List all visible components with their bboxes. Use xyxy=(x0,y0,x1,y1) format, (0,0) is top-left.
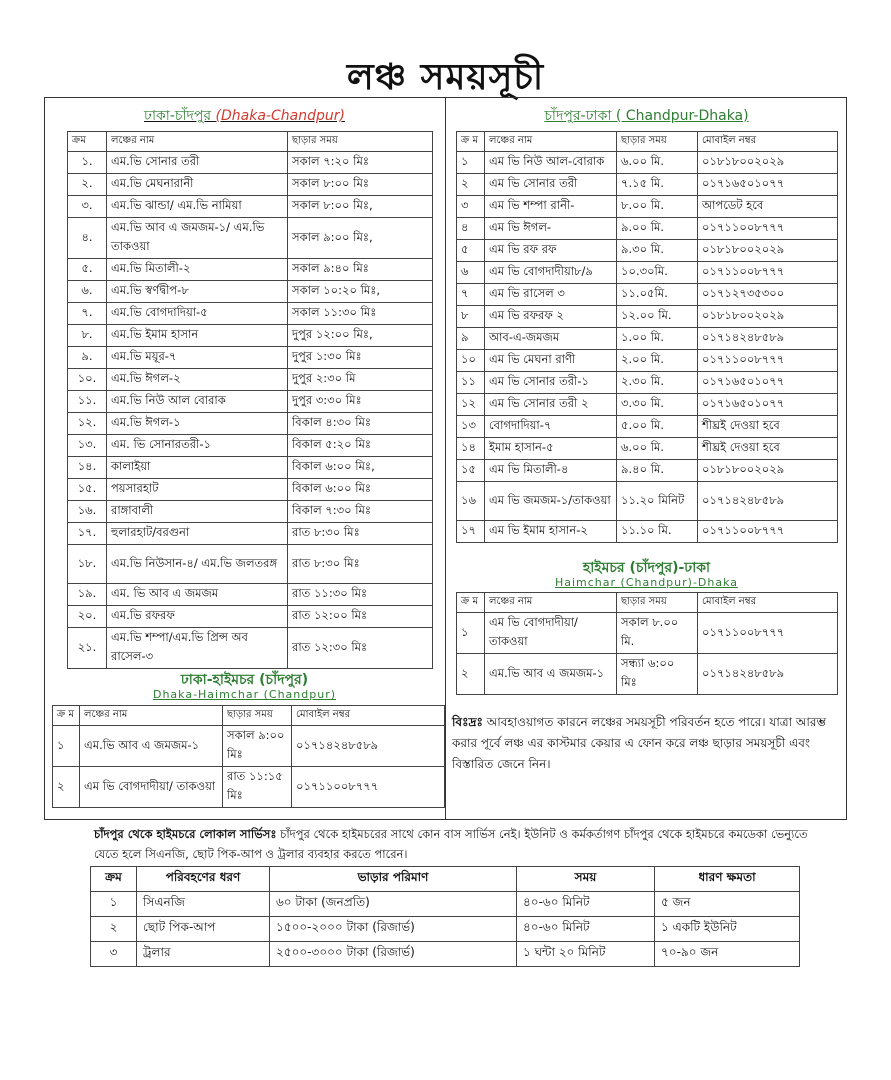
table-row xyxy=(68,196,433,218)
haimchar-dhaka-heading: হাইমচর (চাঁদপুর)-ঢাকা xyxy=(582,560,711,576)
table-cell: এম.ভি আব এ জমজম-১/ এম.ভি তাকওয়া xyxy=(107,218,288,259)
table-cell: ১০. xyxy=(68,369,107,391)
table-cell: এম ভি ইমাম হাসান-২ xyxy=(485,521,617,543)
dhaka-haimchar-subheading: Dhaka-Haimchar (Chandpur) xyxy=(152,688,337,701)
table-cell: এম ভি জমজম-১/তাকওয়া xyxy=(485,482,617,521)
table-cell: দুপুর ৩:৩০ মিঃ xyxy=(288,391,433,413)
table-cell: ৫ জন xyxy=(655,892,800,917)
table-cell: এম ভি রফরফ ২ xyxy=(485,306,617,328)
table-cell: ৪০-৬০ মিনিট xyxy=(517,892,655,917)
table-cell: ৫ xyxy=(457,240,485,262)
table-cell: ০১৭১৪২৪৮৫৮৯ xyxy=(698,482,838,521)
dhaka-haimchar-table xyxy=(52,705,445,808)
table-cell: এম.ভি রফরফ xyxy=(107,606,288,628)
table-cell: ০১৭১৪২৪৮৫৮৯ xyxy=(292,726,445,767)
column-header: ক্র ম xyxy=(53,706,80,726)
table-cell: ০১৭১২৭৩৫৩০০ xyxy=(698,284,838,306)
table-cell: ১১.০৫মি. xyxy=(617,284,698,306)
table-cell: ১৪ xyxy=(457,438,485,460)
table-row xyxy=(68,152,433,174)
table-cell: সকাল ৮:০০ মিঃ, xyxy=(288,196,433,218)
dhaka-chandpur-heading xyxy=(44,104,445,128)
table-cell: বিকাল ৭:৩০ মিঃ xyxy=(288,501,433,523)
table-row xyxy=(68,259,433,281)
table-cell: ১৮. xyxy=(68,545,107,584)
table-cell: এম.ভি নিউসান-৪/ এম.ভি জলতরঙ্গ xyxy=(107,545,288,584)
table-cell: বিকাল ৬:০০ মিঃ xyxy=(288,479,433,501)
table-cell: ২১. xyxy=(68,628,107,669)
table-row xyxy=(68,584,433,606)
table-row xyxy=(68,606,433,628)
table-row xyxy=(68,303,433,325)
column-header: ক্রম xyxy=(91,867,137,892)
table-cell: বিকাল ৪:৩০ মিঃ xyxy=(288,413,433,435)
table-cell: ৯.০০ মি. xyxy=(617,218,698,240)
table-cell: ০১৮১৮০০২০২৯ xyxy=(698,460,838,482)
table-cell: ৭. xyxy=(68,303,107,325)
table-header-row xyxy=(91,867,800,892)
table-cell: ১.০০ মি. xyxy=(617,328,698,350)
column-header: মোবাইল নম্বর xyxy=(698,132,838,152)
table-row xyxy=(68,501,433,523)
table-cell: ৯. xyxy=(68,347,107,369)
table-cell: ৭.১৫ মি. xyxy=(617,174,698,196)
column-header: লঞ্চের নাম xyxy=(80,706,223,726)
table-cell: ০১৭১৬৫০১০৭৭ xyxy=(698,372,838,394)
table-cell: এম.ভি আব এ জমজম-১ xyxy=(80,726,223,767)
table-cell: এম.ভি মেঘনারানী xyxy=(107,174,288,196)
table-cell: ৪০-৬০ মিনিট xyxy=(517,917,655,942)
table-row xyxy=(457,482,838,521)
table-cell: এম ভি মিতালী-৪ xyxy=(485,460,617,482)
table-cell: ৩ xyxy=(91,942,137,967)
table-cell: ২ xyxy=(53,767,80,808)
column-header: লঞ্চের নাম xyxy=(107,132,288,152)
table-cell: এম ভি সোনার তরী ২ xyxy=(485,394,617,416)
table-row xyxy=(68,369,433,391)
table-cell: ২ xyxy=(457,174,485,196)
table-cell: ইমাম হাসান-৫ xyxy=(485,438,617,460)
note-text xyxy=(452,712,840,775)
table-cell: এম.ভি ইমাম হাসান xyxy=(107,325,288,347)
table-cell: ৩. xyxy=(68,196,107,218)
table-cell: ১৭ xyxy=(457,521,485,543)
table-cell: ২০. xyxy=(68,606,107,628)
table-cell: ১৯. xyxy=(68,584,107,606)
chandpur-dhaka-table xyxy=(456,131,838,543)
table-cell: এম.ভি সোনার তরী xyxy=(107,152,288,174)
table-cell: ২ xyxy=(457,654,485,695)
table-row xyxy=(457,174,838,196)
table-row xyxy=(68,281,433,303)
table-cell: এম ভি সোনার তরী-১ xyxy=(485,372,617,394)
table-row xyxy=(68,413,433,435)
table-cell: সকাল ৮:০০ মিঃ xyxy=(288,174,433,196)
table-cell: ১ xyxy=(457,613,485,654)
column-header: মোবাইল নম্বর xyxy=(292,706,445,726)
table-cell: এম.ভি শম্পা/এম.ভি প্রিন্স অব রাসেল-৩ xyxy=(107,628,288,669)
chandpur-dhaka-heading xyxy=(446,104,847,128)
table-cell: সকাল ৭:২০ মিঃ xyxy=(288,152,433,174)
transport-table xyxy=(90,866,800,967)
chandpur-dhaka-heading-en: ( Chandpur-Dhaka) xyxy=(615,108,749,124)
table-cell: ৩.৩০ মি. xyxy=(617,394,698,416)
table-row xyxy=(68,218,433,259)
table-cell: এম ভি ঈগল- xyxy=(485,218,617,240)
table-cell: এম ভি বোগদাদীয়া/তাকওয়া xyxy=(485,613,617,654)
table-cell: ৭০-৯০ জন xyxy=(655,942,800,967)
table-row xyxy=(68,435,433,457)
table-row xyxy=(457,328,838,350)
table-row xyxy=(68,391,433,413)
table-cell: ১২.০০ মি. xyxy=(617,306,698,328)
table-cell: ১ ঘন্টা ২০ মিনিট xyxy=(517,942,655,967)
table-cell: এম.ভি বোগদাদিয়া-৫ xyxy=(107,303,288,325)
table-cell: ১৩ xyxy=(457,416,485,438)
table-cell: ৩ xyxy=(457,196,485,218)
table-row xyxy=(91,892,800,917)
table-cell: এম ভি শম্পা রানী- xyxy=(485,196,617,218)
table-row xyxy=(91,942,800,967)
table-cell: ১২. xyxy=(68,413,107,435)
table-cell: এম ভি নিউ আল-বোরাক xyxy=(485,152,617,174)
column-header: ক্র ম xyxy=(457,593,485,613)
table-cell: ০১৭১৪২৪৮৫৮৯ xyxy=(698,328,838,350)
column-header: ক্র ম xyxy=(457,132,485,152)
table-row xyxy=(457,654,838,695)
table-cell: ০১৭১১০০৮৭৭৭ xyxy=(698,613,838,654)
table-cell: এম.ভি ঈগল-১ xyxy=(107,413,288,435)
table-row xyxy=(68,174,433,196)
table-cell: পয়সারহাট xyxy=(107,479,288,501)
dhaka-chandpur-heading-bn: ঢাকা-চাঁদপুর xyxy=(144,108,212,124)
table-cell: ১৪. xyxy=(68,457,107,479)
table-row xyxy=(457,350,838,372)
table-cell: ৬.০০ মি. xyxy=(617,438,698,460)
table-row xyxy=(91,917,800,942)
table-cell: ৬০ টাকা (জনপ্রতি) xyxy=(270,892,517,917)
table-cell: এম ভি সোনার তরী xyxy=(485,174,617,196)
table-cell: ০১৮১৮০০২০২৯ xyxy=(698,152,838,174)
table-cell: রাত ১১:১৫ মিঃ xyxy=(223,767,292,808)
local-service-text xyxy=(94,824,824,864)
column-header: ছাড়ার সময় xyxy=(617,132,698,152)
table-cell: এম.ভি ময়ূর-৭ xyxy=(107,347,288,369)
table-row xyxy=(68,457,433,479)
local-service-label: চাঁদপুর থেকে হাইমচরে লোকাল সার্ভিসঃ xyxy=(94,827,277,841)
table-cell: শীঘ্রই দেওয়া হবে xyxy=(698,416,838,438)
table-cell: ০১৭১১০০৮৭৭৭ xyxy=(698,350,838,372)
table-header-row xyxy=(68,132,433,152)
table-cell: ৬ xyxy=(457,262,485,284)
table-cell: এম ভি রাসেল ৩ xyxy=(485,284,617,306)
table-cell: রাত ৮:৩০ মিঃ xyxy=(288,545,433,584)
table-cell: ১৭. xyxy=(68,523,107,545)
haimchar-dhaka-subheading: Haimchar (Chandpur)-Dhaka xyxy=(554,576,739,589)
table-cell: ৯.৪০ মি. xyxy=(617,460,698,482)
column-header: ভাড়ার পরিমাণ xyxy=(270,867,517,892)
column-header: পরিবহণের ধরণ xyxy=(137,867,270,892)
table-cell: ০১৭১১০০৮৭৭৭ xyxy=(698,262,838,284)
table-cell: ০১৭১৬৫০১০৭৭ xyxy=(698,174,838,196)
column-header: ছাড়ার সময় xyxy=(617,593,698,613)
column-header: ধারণ ক্ষমতা xyxy=(655,867,800,892)
dhaka-chandpur-table xyxy=(67,131,433,669)
table-row xyxy=(457,284,838,306)
table-row xyxy=(457,152,838,174)
table-cell: রাত ১২:৩০ মিঃ xyxy=(288,628,433,669)
table-header-row xyxy=(53,706,445,726)
table-cell: সকাল ৮.০০ মি. xyxy=(617,613,698,654)
table-row xyxy=(457,218,838,240)
column-header: ক্রম xyxy=(68,132,107,152)
table-cell: ৭ xyxy=(457,284,485,306)
table-cell: এম.ভি আব এ জমজম-১ xyxy=(485,654,617,695)
table-cell: ২.৩০ মি. xyxy=(617,372,698,394)
table-row xyxy=(457,262,838,284)
table-cell: সিএনজি xyxy=(137,892,270,917)
table-row xyxy=(68,523,433,545)
table-row xyxy=(457,306,838,328)
table-row xyxy=(457,240,838,262)
table-cell: ৯.৩০ মি. xyxy=(617,240,698,262)
table-cell: ১৬ xyxy=(457,482,485,521)
table-row xyxy=(457,196,838,218)
table-cell: এম.ভি স্বর্ণদ্বীপ-৮ xyxy=(107,281,288,303)
column-divider xyxy=(445,97,446,820)
column-header: লঞ্চের নাম xyxy=(485,593,617,613)
table-cell: বিকাল ৫:২০ মিঃ xyxy=(288,435,433,457)
table-cell: ৯ xyxy=(457,328,485,350)
table-header-row xyxy=(457,593,838,613)
table-cell: ৬.০০ মি. xyxy=(617,152,698,174)
table-cell: ৪. xyxy=(68,218,107,259)
table-cell: সকাল ৯:০০ মিঃ xyxy=(223,726,292,767)
table-cell: রাত ১১:৩০ মিঃ xyxy=(288,584,433,606)
table-row xyxy=(68,347,433,369)
table-cell: ৬. xyxy=(68,281,107,303)
table-row xyxy=(68,325,433,347)
column-header: লঞ্চের নাম xyxy=(485,132,617,152)
table-cell: এম.ভি ঝান্ডা/ এম.ভি নামিয়া xyxy=(107,196,288,218)
table-cell: কালাইয়া xyxy=(107,457,288,479)
page-title: লঞ্চ সময়সূচী xyxy=(346,57,545,98)
table-row xyxy=(457,460,838,482)
column-header: ছাড়ার সময় xyxy=(223,706,292,726)
table-cell: ১ xyxy=(53,726,80,767)
table-cell: ১০ xyxy=(457,350,485,372)
note-label: বিঃদ্রঃ xyxy=(452,715,483,729)
table-cell: ০১৭১১০০৮৭৭৭ xyxy=(698,521,838,543)
table-cell: ০১৭১৬৫০১০৭৭ xyxy=(698,394,838,416)
table-cell: এম. ভি সোনারতরী-১ xyxy=(107,435,288,457)
table-cell: ১ xyxy=(457,152,485,174)
table-cell: ১. xyxy=(68,152,107,174)
table-cell: ০১৮১৮০০২০২৯ xyxy=(698,240,838,262)
dhaka-chandpur-heading-en: (Dhaka-Chandpur) xyxy=(215,108,345,124)
table-cell: এম ভি মেঘনা রাণী xyxy=(485,350,617,372)
table-cell: হুলারহাট/বরগুনা xyxy=(107,523,288,545)
table-row xyxy=(457,372,838,394)
table-row xyxy=(457,394,838,416)
table-header-row xyxy=(457,132,838,152)
table-cell: রাত ৮:৩০ মিঃ xyxy=(288,523,433,545)
table-cell: এম.ভি নিউ আল বোরাক xyxy=(107,391,288,413)
note-body: আবহাওয়াগত কারনে লঞ্চের সময়সূচী পরিবর্তন হতে পারে। যাত্রা আরম্ভ করার পূর্বে লঞ্চ এর কাস্টমার কেয়ার এ ফোন করে লঞ্চ ছাড়ার সময়সূচী এবং বিস্তারিত জেনে নিন। xyxy=(452,715,827,771)
table-cell: ২৫০০-৩০০০ টাকা (রিজার্ভ) xyxy=(270,942,517,967)
table-cell: ০১৭১৪২৪৮৫৮৯ xyxy=(698,654,838,695)
table-cell: সকাল ১০:২০ মিঃ, xyxy=(288,281,433,303)
table-row xyxy=(53,726,445,767)
table-row xyxy=(457,438,838,460)
table-cell: এম. ভি আব এ জমজম xyxy=(107,584,288,606)
table-cell: ১১. xyxy=(68,391,107,413)
column-header: মোবাইল নম্বর xyxy=(698,593,838,613)
table-cell: ১৫ xyxy=(457,460,485,482)
table-cell: সকাল ৯:৪০ মিঃ xyxy=(288,259,433,281)
table-cell: ২. xyxy=(68,174,107,196)
table-cell: এম.ভি ঈগল-২ xyxy=(107,369,288,391)
table-row xyxy=(68,545,433,584)
table-cell: ২ xyxy=(91,917,137,942)
table-cell: ৫. xyxy=(68,259,107,281)
table-cell: ১১.২০ মিনিট xyxy=(617,482,698,521)
table-cell: বিকাল ৬:০০ মিঃ, xyxy=(288,457,433,479)
table-row xyxy=(457,416,838,438)
table-cell: ১১.১০ মি. xyxy=(617,521,698,543)
table-cell: ০১৭১১০০৮৭৭৭ xyxy=(698,218,838,240)
table-row xyxy=(68,479,433,501)
table-cell: এম.ভি মিতালী-২ xyxy=(107,259,288,281)
table-cell: শীঘ্রই দেওয়া হবে xyxy=(698,438,838,460)
table-cell: ৮.০০ মি. xyxy=(617,196,698,218)
table-cell: এম ভি বোগদাদীয়া/ তাকওয়া xyxy=(80,767,223,808)
table-row xyxy=(53,767,445,808)
table-cell: ৮ xyxy=(457,306,485,328)
table-cell: ১৬. xyxy=(68,501,107,523)
table-cell: আব-এ-জমজম xyxy=(485,328,617,350)
table-cell: এম ভি রফ রফ xyxy=(485,240,617,262)
table-cell: রাত ১২:০০ মিঃ xyxy=(288,606,433,628)
table-cell: ১০.৩০মি. xyxy=(617,262,698,284)
table-cell: ২.০০ মি. xyxy=(617,350,698,372)
table-cell: রাঙ্গাবালী xyxy=(107,501,288,523)
haimchar-dhaka-table xyxy=(456,592,838,695)
table-cell: ১ xyxy=(91,892,137,917)
table-cell: ১৫০০-২০০০ টাকা (রিজার্ভ) xyxy=(270,917,517,942)
table-cell: আপডেট হবে xyxy=(698,196,838,218)
table-cell: ০১৭১১০০৮৭৭৭ xyxy=(292,767,445,808)
table-row xyxy=(68,628,433,669)
table-cell: বোগদাদিয়া-৭ xyxy=(485,416,617,438)
column-header: ছাড়ার সময় xyxy=(288,132,433,152)
table-cell: দুপুর ১:৩০ মিঃ xyxy=(288,347,433,369)
table-cell: ৮. xyxy=(68,325,107,347)
table-cell: ০১৮১৮০০২০২৯ xyxy=(698,306,838,328)
table-cell: ছোট পিক-আপ xyxy=(137,917,270,942)
table-cell: এম ভি বোগদাদীয়া৮/৯ xyxy=(485,262,617,284)
table-cell: ১১ xyxy=(457,372,485,394)
table-cell: সন্ধ্যা ৬:০০ মিঃ xyxy=(617,654,698,695)
table-cell: সকাল ৯:০০ মিঃ, xyxy=(288,218,433,259)
table-cell: ১৫. xyxy=(68,479,107,501)
table-cell: ৪ xyxy=(457,218,485,240)
chandpur-dhaka-heading-bn: চাঁদপুর-ঢাকা xyxy=(544,108,612,124)
table-cell: দুপুর ২:৩০ মি xyxy=(288,369,433,391)
dhaka-haimchar-heading: ঢাকা-হাইমচর (চাঁদপুর) xyxy=(180,672,309,688)
table-cell: দুপুর ১২:০০ মিঃ, xyxy=(288,325,433,347)
table-cell: ট্রলার xyxy=(137,942,270,967)
local-service-body: চাঁদপুর থেকে হাইমচরের সাথে কোন বাস সার্ভিস নেই। ইউনিট ও কর্মকর্তাগণ চাঁদপুর থেকে হাইমচরে কমডেকা ভেন্যুতে যেতে হলে সিএনজি, ছোট পিক-আপ ও ট্রলার ব্যবহার করতে পারেন। xyxy=(94,827,808,861)
table-row xyxy=(457,613,838,654)
table-cell: ১ একটি ইউনিট xyxy=(655,917,800,942)
table-row xyxy=(457,521,838,543)
column-header: সময় xyxy=(517,867,655,892)
table-cell: ১৩. xyxy=(68,435,107,457)
table-cell: ১২ xyxy=(457,394,485,416)
table-cell: ৫.০০ মি. xyxy=(617,416,698,438)
table-cell: সকাল ১১:৩০ মিঃ xyxy=(288,303,433,325)
